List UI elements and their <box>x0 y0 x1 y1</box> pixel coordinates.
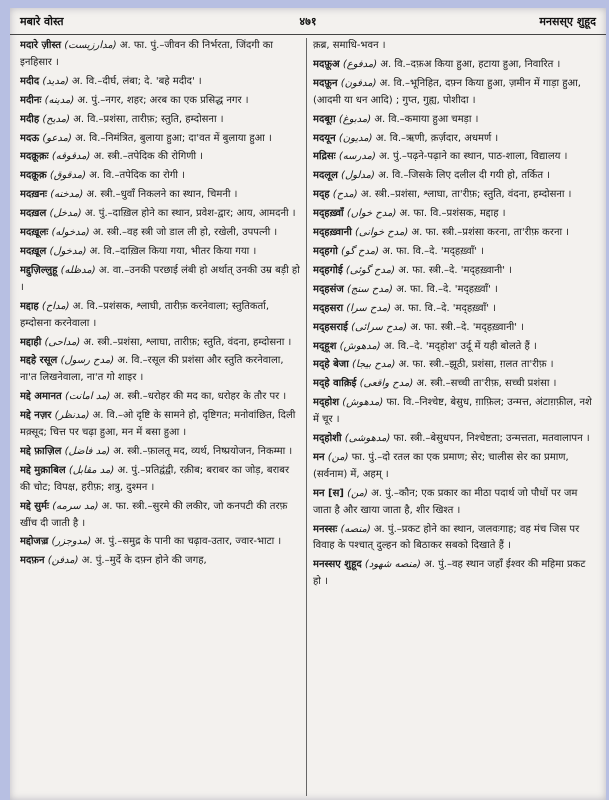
dictionary-entry <box>20 499 301 533</box>
urdu-spelling: (مدح سنج) <box>346 283 393 295</box>
dictionary-entry <box>20 444 301 461</box>
urdu-spelling: (مدوجزر) <box>51 536 92 548</box>
headword: मद्दे मुक़ाबिल <box>20 464 66 476</box>
headword: मदख़ूलः <box>20 227 49 239</box>
urdu-spelling: (مدخنه) <box>50 189 84 201</box>
definition: अ. पुं.–मुर्दे के दफ़्न होने की जगह, <box>81 555 207 567</box>
urdu-spelling: (مدظله) <box>60 264 96 276</box>
page-header <box>10 8 606 35</box>
definition: अ. स्त्री.–प्रशंसा, श्लाघा, तारीफ़; स्तुति, वंदना, हम्दोसना । <box>83 336 292 348</box>
headword: मदफ़ूअ <box>313 58 340 70</box>
definition: अ. फा. स्त्री.–प्रशंसा करना, ता'रीफ़ करना । <box>411 227 570 239</box>
definition: अ. पुं.–प्रतिद्वंद्वी, रक़ीब; बराबर का जोड़, बराबर की चोट; विपक्ष, हरीफ़; शत्रु, दुश्मन । <box>20 464 290 493</box>
definition: क़ब्र, समाधि-भवन । <box>313 40 386 51</box>
header-guide-word-left: मबारे वोस्त <box>20 15 64 28</box>
definition: फा. स्त्री.–बेसुधपन, निश्चेष्टता; उन्मत्तता, मतवालापन । <box>393 433 590 445</box>
urdu-spelling: (مدح واقعی) <box>359 378 414 390</box>
page-number: ४७१ <box>299 15 317 28</box>
urdu-spelling: (مدح سرا) <box>346 302 391 314</box>
urdu-spelling: (مدینه) <box>44 94 75 106</box>
urdu-spelling: (مدقوقه) <box>51 151 91 163</box>
definition: अ. वि.–दाख़िल किया गया, भीतर किया गया । <box>89 245 257 257</box>
dictionary-entry <box>313 263 595 280</box>
urdu-spelling: (مدح) <box>332 189 358 201</box>
urdu-spelling: (مدید) <box>42 75 69 87</box>
dictionary-entry <box>313 168 595 185</box>
urdu-spelling: (مدح خواں) <box>346 208 397 220</box>
urdu-spelling: (مدنظر) <box>54 410 90 422</box>
dictionary-entry <box>313 76 595 110</box>
headword: मदयून <box>313 132 336 144</box>
definition: अ. फा. वि.–प्रशंसक, मद्दाह । <box>399 208 506 220</box>
definition: अ. वि.–तपेदिक का रोगी । <box>89 170 185 182</box>
dictionary-entry <box>20 168 301 185</box>
urdu-spelling: (مدرسه) <box>338 151 376 163</box>
headword: मद्रिसः <box>313 151 336 163</box>
definition: अ. वि.–जिसके लिए दलील दी गयी हो, तर्कित । <box>378 170 550 182</box>
definition: अ. वि.–कमाया हुआ चमड़ा । <box>374 113 479 125</box>
dictionary-entry <box>20 408 301 442</box>
urdu-spelling: (مدح خوانی) <box>354 227 409 239</box>
column-divider <box>306 38 307 796</box>
urdu-spelling: (من) <box>327 451 349 463</box>
definition: अ. पुं.–नगर, शहर; अरब का एक प्रसिद्ध नगर । <box>77 94 249 106</box>
headword: मदलूल <box>313 170 338 182</box>
dictionary-entry <box>313 282 595 299</box>
dictionary-entry <box>313 357 595 374</box>
headword: मनस्सः <box>313 523 338 535</box>
headword: मद्हगो <box>313 245 338 257</box>
headword: मद्हे बेजा <box>313 359 349 371</box>
urdu-spelling: (منصه شهود) <box>364 559 421 571</box>
urdu-spelling: (مدیون) <box>338 132 373 144</box>
dictionary-entry <box>20 335 301 352</box>
headword: मदख़नः <box>20 189 48 201</box>
headword: मद्हसराई <box>313 321 348 333</box>
urdu-spelling: (مدح رسول) <box>60 355 115 367</box>
headword: मदफ़ून <box>313 77 338 89</box>
dictionary-entry <box>20 187 301 204</box>
headword: मदऊ <box>20 132 40 144</box>
dictionary-entry <box>313 486 595 520</box>
urdu-spelling: (مدح سرائی) <box>351 321 407 333</box>
dictionary-page <box>10 8 606 800</box>
urdu-spelling: (مدیح) <box>42 113 71 125</box>
definition: अ. फा. स्त्री.–झूठी, प्रशंसा, ग़लत ता'रीफ़ । <box>398 359 554 371</box>
definition: अ. वि.–ओ दृष्टि के सामने हो, दृष्टिगत; मनोवांछित, दिली मक़्सूद; चित्त पर चढ़ा हुआ, मन में बसा हुआ । <box>20 410 296 439</box>
dictionary-entry <box>20 225 301 242</box>
urdu-spelling: (مدح بیجا) <box>352 359 396 371</box>
definition: अ. फा. पुं.–जीवन की निर्भरता, जिंदगी का इनहिसार । <box>20 40 273 68</box>
right-column <box>313 38 595 796</box>
headword: मदीह <box>20 113 40 125</box>
dictionary-entry <box>313 225 595 242</box>
definition: अ. पुं.–दाख़िल होने का स्थान, प्रवेश-द्वार; आय, आमदनी । <box>84 208 296 220</box>
definition: अ. स्त्री.–फ़ालतू मद, व्यर्थ, निष्प्रयोजन, निकम्मा । <box>113 445 293 457</box>
dictionary-entry <box>313 522 595 556</box>
urdu-spelling: (مداحی) <box>44 336 81 348</box>
urdu-spelling: (مدفوع) <box>342 58 378 70</box>
definition: अ. वि.–प्रशंसक, श्लाघी, तारीफ़ करनेवाला; स्तुतिकर्ता, हम्दोसना करनेवाला । <box>20 300 270 329</box>
definition: फा. वि.–निश्चेष्ट, बेसुध, ग़ाफ़िल; उन्मत्त, अंटाग़फ़ील, नशे में चूर । <box>313 397 592 426</box>
headword: मद्हख़्वानी <box>313 227 352 239</box>
dictionary-entry <box>20 463 301 497</box>
definition: अ. वि.–निमंत्रित, बुलाया हुआ; दा'वत में बुलाया हुआ । <box>75 132 272 144</box>
headword: मदफ़न <box>20 555 45 567</box>
definition: अ. पुं.–प्रकट होने का स्थान, जलवःगाह; वह मंच जिस पर विवाह के पश्चात् दुल्हन को बिठाकर सबको दिखाते हैं । <box>313 523 580 552</box>
headword: मदक़ूक़ः <box>20 151 49 163</box>
definition: अ. फा. स्त्री.–सुरमे की लकीर, जो कनपटी की तरफ़ खींच दी जाती है । <box>20 500 288 529</box>
headword: मदक़ूक़ <box>20 170 47 182</box>
headword: मद्दे अमानत <box>20 391 62 403</box>
headword: मन <box>313 451 325 463</box>
urdu-spelling: (مدهوش) <box>339 340 381 352</box>
headword: मदख़ल <box>20 208 47 220</box>
definition: अ. पुं.–पढ़ने-पढ़ाने का स्थान, पाठ-शाला, विद्यालय । <box>379 151 568 163</box>
urdu-spelling: (مداح) <box>41 300 70 312</box>
headword: मदख़ूल <box>20 245 47 257</box>
urdu-spelling: (مدبوغ) <box>338 113 372 125</box>
dictionary-entry <box>313 112 595 129</box>
definition: अ. स्त्री.–प्रशंसा, श्लाघा, ता'रीफ़; स्तुति, वंदना, हम्दोसना । <box>360 189 572 201</box>
definition: अ. फा. स्त्री.–दे. 'मद्हख़्वानी' । <box>410 321 524 333</box>
dictionary-entry <box>20 534 301 551</box>
headword: मद्हख़्वाँ <box>313 208 344 220</box>
dictionary-entry <box>313 395 595 429</box>
dictionary-entry <box>313 431 595 448</box>
urdu-spelling: (مدهوش) <box>342 397 384 409</box>
dictionary-entry <box>313 320 595 337</box>
headword: मन [स] <box>313 487 344 499</box>
urdu-spelling: (مد مقابل) <box>68 464 115 476</box>
urdu-spelling: (مدفون) <box>340 77 377 89</box>
urdu-spelling: (مدح گو) <box>341 245 379 257</box>
headword: मद्दाह <box>20 300 39 312</box>
dictionary-entry <box>20 112 301 129</box>
urdu-spelling: (من) <box>347 487 368 499</box>
urdu-spelling: (مدخوله) <box>51 227 90 239</box>
urdu-spelling: (مدارزیست) <box>64 40 117 51</box>
headword: मदबूग़ <box>313 113 336 125</box>
definition: अ. पुं.–समुद्र के पानी का चढ़ाव-उतार, ज्वार-भाटा । <box>94 536 282 548</box>
urdu-spelling: (مد سرمه) <box>52 500 99 512</box>
definition: अ. स्त्री.–वह स्त्री जो डाल ली हो, रखेली, उपपत्नी । <box>92 227 278 239</box>
dictionary-entry <box>20 244 301 261</box>
definition: अ. वा.–उनकी परछाई लंबी हो अर्थात् उनकी उम्र बड़ी हो । <box>20 264 300 293</box>
definition: अ. स्त्री.–तपेदिक की रोगिणी । <box>93 151 204 163</box>
dictionary-entry <box>313 57 595 74</box>
headword: मदीनः <box>20 94 42 106</box>
headword: मद्हगोई <box>313 264 343 276</box>
urdu-spelling: (مد فاضل) <box>64 445 111 457</box>
dictionary-entry <box>313 376 595 393</box>
definition: अ. स्त्री.–धुवाँ निकलने का स्थान, चिमनी । <box>86 189 238 201</box>
urdu-spelling: (مدقوق) <box>49 170 86 182</box>
headword: मद्होशी <box>313 433 342 445</box>
headword: मद्ह <box>313 189 330 201</box>
headword: मदीद <box>20 75 40 87</box>
dictionary-entry <box>313 206 595 223</box>
headword: मद्दुज़िल्लुहू <box>20 264 58 276</box>
urdu-spelling: (مدح گوئی) <box>345 264 396 276</box>
urdu-spelling: (منصه) <box>340 523 371 535</box>
dictionary-entry <box>313 244 595 261</box>
definition: अ. फा. स्त्री.–दे. 'मद्हख़्वानी' । <box>398 264 512 276</box>
headword: मद्दाही <box>20 336 42 348</box>
urdu-spelling: (مدخول) <box>49 245 87 257</box>
headword: मद्होश <box>313 397 339 409</box>
urdu-spelling: (مد امانت) <box>64 391 111 403</box>
definition: अ. वि.–दे. 'मद्होश' उर्दू में यही बोलते हैं । <box>383 340 537 352</box>
definition: अ. वि.–ऋणी, क़र्ज़दार, अधमर्ण । <box>375 132 499 144</box>
dictionary-entry <box>20 131 301 148</box>
definition: अ. पुं.–कौन; एक प्रकार का मीठा पदार्थ जो पौधों पर जम जाता है और खाया जाता है, शीर खिश्त । <box>313 487 578 516</box>
definition: अ. वि.–दीर्घ, लंबा; दे. 'बहे मदीद' । <box>72 75 202 87</box>
dictionary-entry <box>20 263 301 297</box>
definition: अ. वि.–प्रशंसा, तारीफ़; स्तुति, हम्दोसना । <box>73 113 224 125</box>
dictionary-entry <box>20 74 301 91</box>
headword: मद्दहे रसूल <box>20 355 58 367</box>
definition: अ. फा. वि.–दे. 'मद्हख़्वाँ' । <box>396 283 498 295</box>
urdu-spelling: (مدعو) <box>42 132 72 144</box>
headword: मद्हूश <box>313 340 337 352</box>
urdu-spelling: (مدخل) <box>49 208 82 220</box>
definition: फा. पुं.–दो रतल का एक प्रमाण; सेर; चालीस सेर का प्रमाण, (सर्वनाम) में, अहम् । <box>313 451 569 480</box>
dictionary-entry <box>313 149 595 166</box>
dictionary-entry <box>313 301 595 318</box>
dictionary-entry <box>20 353 301 387</box>
headword: मद्दे नज़र <box>20 410 52 422</box>
definition: अ. वि.–दफ़अ किया हुआ, हटाया हुआ, निवारित । <box>380 58 561 70</box>
definition: अ. पुं.–वह स्थान जहाँ ईश्वर की महिमा प्रकट हो । <box>313 559 586 588</box>
headword: मद्दे फ़ाज़िल <box>20 445 62 457</box>
dictionary-entry <box>20 38 301 72</box>
urdu-spelling: (مدلول) <box>341 170 375 182</box>
definition: अ. फा. वि.–दे. 'मद्हख़्वाँ' । <box>394 302 496 314</box>
headword: मद्दोजज़्र <box>20 536 49 548</box>
dictionary-entry <box>20 149 301 166</box>
headword: मनस्सए शुहूद <box>313 559 362 571</box>
definition: अ. वि.–भूनिहित, दफ़्न किया हुआ, ज़मीन में गाड़ा हुआ, (आदमी या धन आदि) ; गुप्त, गुह्य, पोशीदा । <box>313 77 581 106</box>
dictionary-entry <box>20 93 301 110</box>
dictionary-entry <box>313 450 595 484</box>
headword: मद्हसरा <box>313 302 344 314</box>
dictionary-entry <box>313 38 595 55</box>
left-column <box>20 38 301 796</box>
dictionary-entry <box>20 206 301 223</box>
header-guide-word-right: मनसस्ए शुहूद <box>539 15 596 28</box>
dictionary-entry <box>313 187 595 204</box>
urdu-spelling: (مدفن) <box>47 555 79 567</box>
definition: अ. स्त्री.–धरोहर की मद का, धरोहर के तौर पर । <box>113 391 287 403</box>
dictionary-entry <box>313 131 595 148</box>
headword: मद्हे वाक़िई <box>313 378 357 390</box>
dictionary-entry <box>313 339 595 356</box>
dictionary-entry <box>20 553 301 570</box>
headword: मद्हसंज <box>313 283 344 295</box>
definition: अ. फा. वि.–दे. 'मद्हख़्वाँ' । <box>382 245 484 257</box>
headword: मद्दे सुर्मः <box>20 500 50 512</box>
dictionary-entry <box>20 299 301 333</box>
headword: मदारे ज़ीस्त <box>20 40 62 51</box>
definition: अ. स्त्री.–सच्ची ता'रीफ़, सच्ची प्रशंसा । <box>416 378 557 390</box>
dictionary-entry <box>20 389 301 406</box>
definition: अ. वि.–रसूल की प्रशंसा और स्तुति करनेवाला, ना'त लिखनेवाला, ना'त गो शाइर । <box>20 355 284 384</box>
dictionary-entry <box>313 557 595 591</box>
urdu-spelling: (مدهوشی) <box>344 433 391 445</box>
